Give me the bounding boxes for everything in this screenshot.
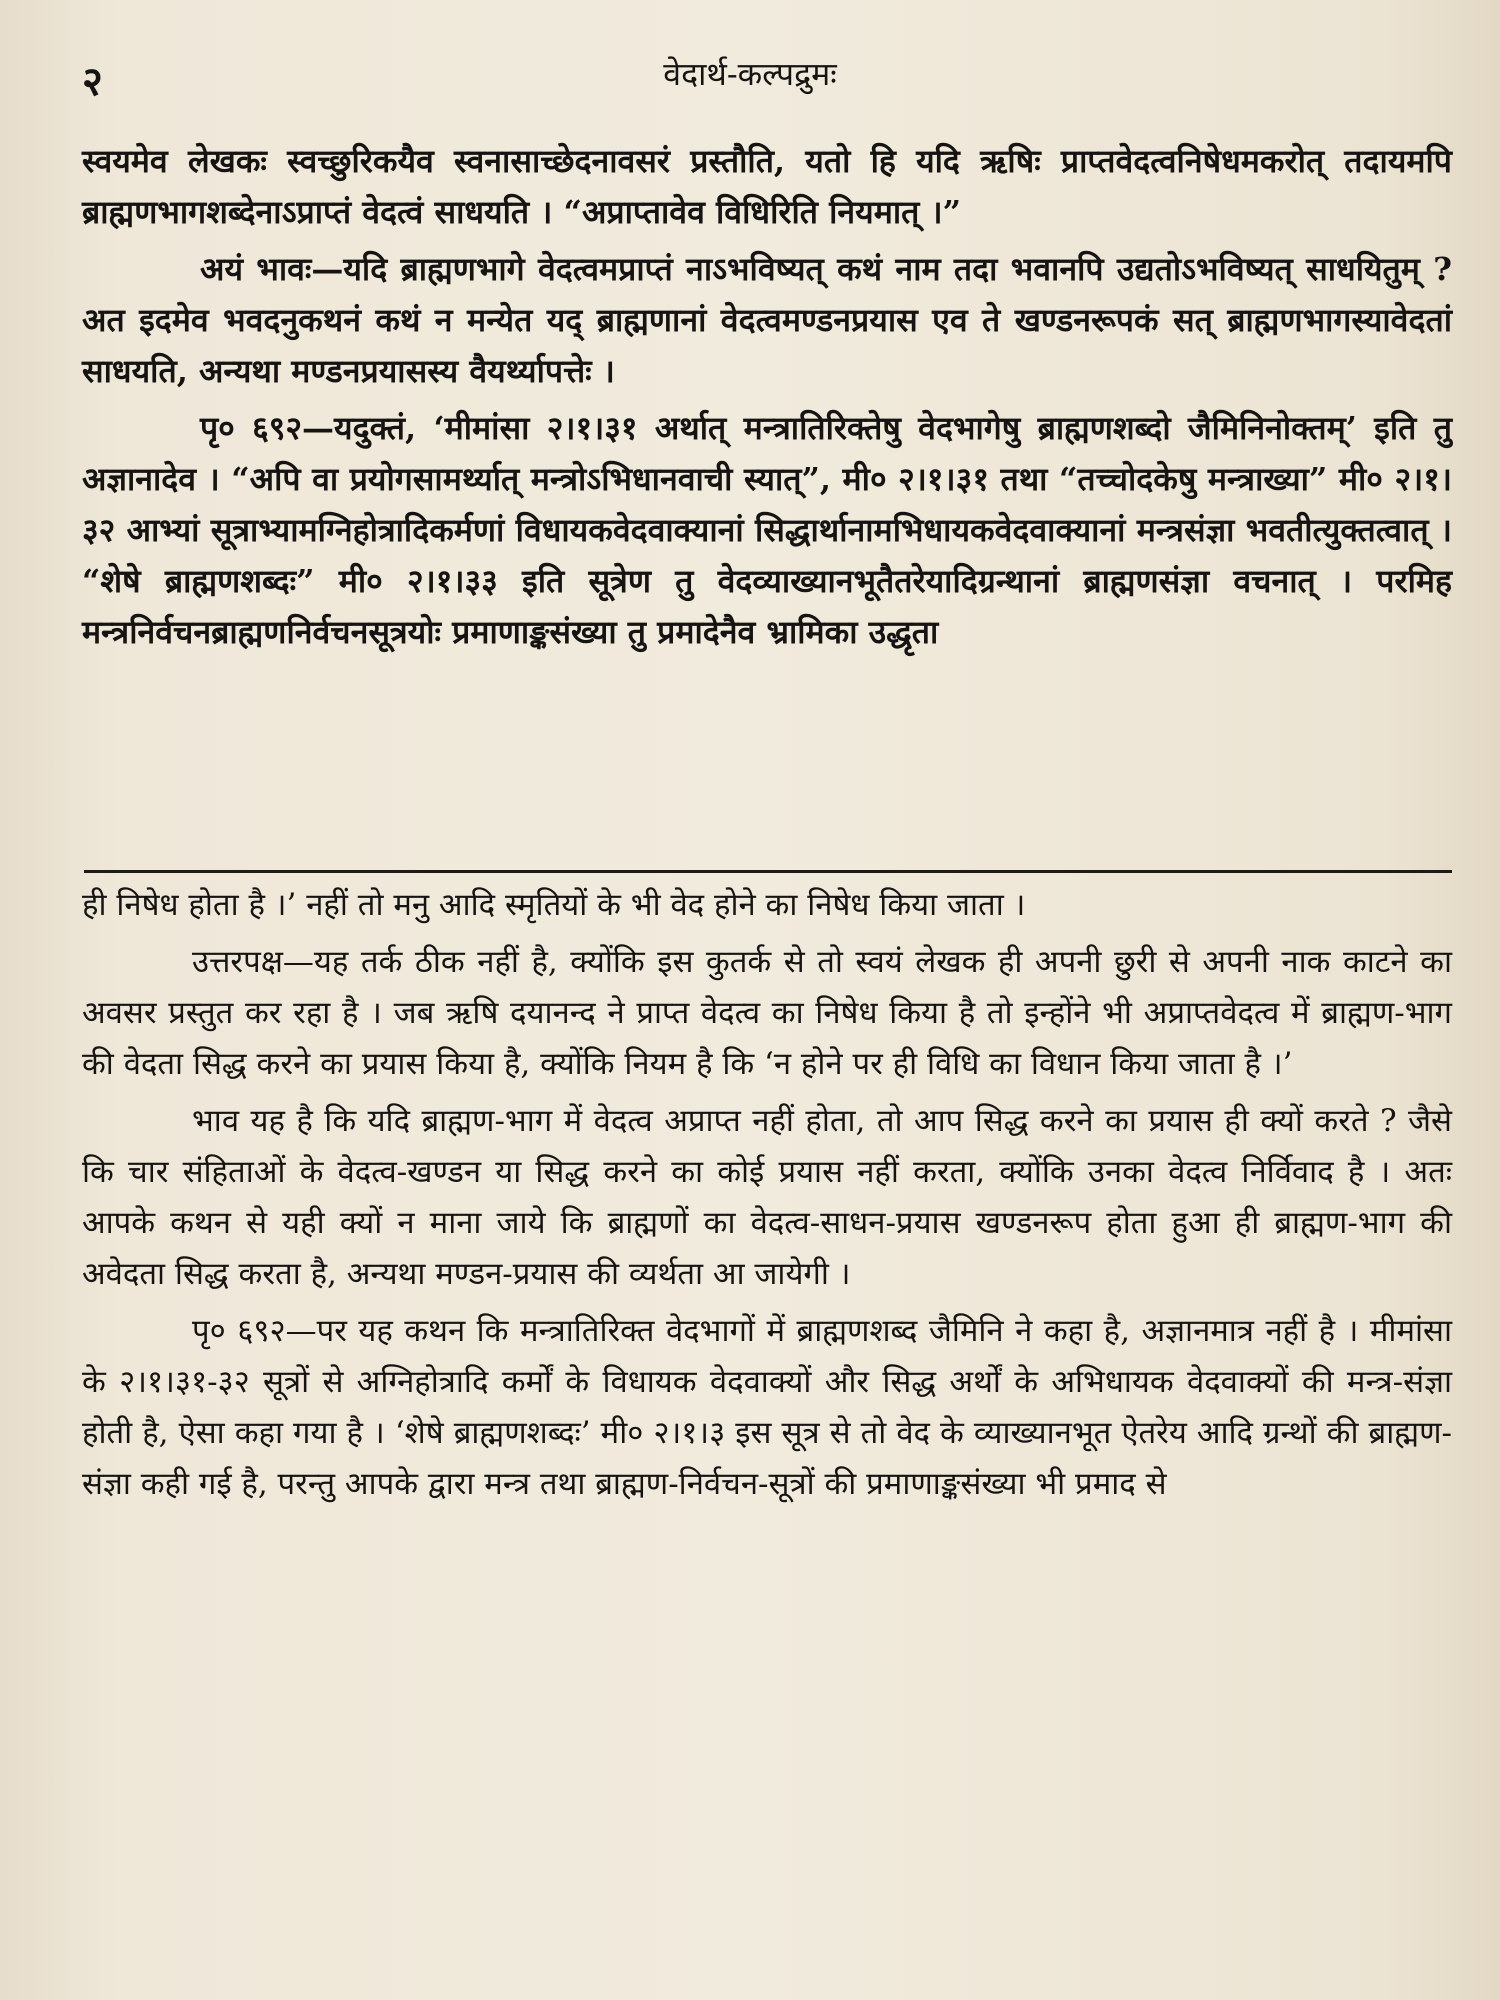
hindi-paragraph: उत्तरपक्ष—यह तर्क ठीक नहीं है, क्योंकि इस कुतर्क से तो स्वयं लेखक ही अपनी छुरी से अपनी नाक काटने का अवसर प्रस्तुत कर रहा है । जब ऋषि दयानन्द ने प्राप्त वेदत्व का निषेध किया है तो इन्होंने भी अप्राप्तवेदत्व में ब्राह्मण-भाग की वेदता सिद्ध करने का प्रयास किया है, क्योंकि नियम है कि ‘न होने पर ही विधि का विधान किया जाता है ।’	[82, 944, 1452, 1082]
sanskrit-paragraph: पृ० ६९२—यदुक्तं, ‘मीमांसा २।१।३१ अर्थात् मन्त्रातिरिक्तेषु वेदभागेषु ब्राह्मणशब्दो जैमिनिनोक्तम्’ इति तु अज्ञानादेव । “अपि वा प्रयोगसामर्थ्यात् मन्त्रोऽभिधानवाची स्यात्”, मी० २।१।३१ तथा “तच्चोदकेषु मन्त्राख्या” मी० २।१।३२ आभ्यां सूत्राभ्यामग्निहोत्रादिकर्मणां विधायकवेदवाक्यानां सिद्धार्थानामभिधायकवेदवाक्यानां मन्त्रसंज्ञा भवतीत्युक्तत्वात् । “शेषे ब्राह्मणशब्दः” मी० २।१।३३ इति सूत्रेण तु वेदव्याख्यानभूतैतरेयादिग्रन्थानां ब्राह्मणसंज्ञा वचनात् । परमिह मन्त्रनिर्वचनब्राह्मणनिर्वचनसूत्रयोः प्रमाणाङ्कसंख्या तु प्रमादेनैव भ्रामिका उद्धृता	[82, 409, 1452, 651]
sanskrit-text-block	[82, 136, 1452, 658]
page-number: २	[82, 58, 103, 105]
hindi-text-block	[82, 880, 1452, 1510]
sanskrit-paragraph: अयं भावः—यदि ब्राह्मणभागे वेदत्वमप्राप्तं नाऽभविष्यत् कथं नाम तदा भवानपि उद्यतोऽभविष्यत् साधयितुम् ? अत इदमेव भवदनुकथनं कथं न मन्येत यद् ब्राह्मणानां वेदत्वमण्डनप्रयास एव ते खण्डनरूपकं सत् ब्राह्मणभागस्यावेदतां साधयति, अन्यथा मण्डनप्रयासस्य वैयर्थ्यापत्तेः ।	[82, 250, 1452, 390]
hindi-paragraph: ही निषेध होता है ।’ नहीं तो मनु आदि स्मृतियों के भी वेद होने का निषेध किया जाता ।	[82, 887, 1026, 923]
sanskrit-paragraph: स्वयमेव लेखकः स्वच्छुरिकयैव स्वनासाच्छेदनावसरं प्रस्तौति, यतो हि यदि ऋषिः प्राप्तवेदत्वनिषेधमकरोत् तदायमपि ब्राह्मणभागशब्देनाऽप्राप्तं वेदत्वं साधयति । “अप्राप्तावेव विधिरिति नियमात् ।”	[82, 142, 1452, 231]
hindi-paragraph: भाव यह है कि यदि ब्राह्मण-भाग में वेदत्व अप्राप्त नहीं होता, तो आप सिद्ध करने का प्रयास ही क्यों करते ? जैसे कि चार संहिताओं के वेदत्व-खण्डन या सिद्ध करने का कोई प्रयास नहीं करता, क्योंकि उनका वेदत्व निर्विवाद है । अतः आपके कथन से यही क्यों न माना जाये कि ब्राह्मणों का वेदत्व-साधन-प्रयास खण्डनरूप होता हुआ ही ब्राह्मण-भाग की अवेदता सिद्ध करता है, अन्यथा मण्डन-प्रयास की व्यर्थता आ जायेगी ।	[82, 1103, 1452, 1292]
hindi-paragraph: पृ० ६९२—पर यह कथन कि मन्त्रातिरिक्त वेदभागों में ब्राह्मणशब्द जैमिनि ने कहा है, अज्ञानमात्र नहीं है । मीमांसा के २।१।३१-३२ सूत्रों से अग्निहोत्रादि कर्मों के विधायक वेदवाक्यों और सिद्ध अर्थों के अभिधायक वेदवाक्यों की मन्त्र-संज्ञा होती है, ऐसा कहा गया है । ‘शेषे ब्राह्मणशब्दः’ मी० २।१।३ इस सूत्र से तो वेद के व्याख्यानभूत ऐतरेय आदि ग्रन्थों की ब्राह्मण-संज्ञा कही गई है, परन्तु आपके द्वारा मन्त्र तथा ब्राह्मण-निर्वचन-सूत्रों की प्रमाणाङ्कसंख्या भी प्रमाद से	[82, 1313, 1452, 1502]
running-title: वेदार्थ-कल्पद्रुमः	[663, 55, 837, 93]
section-divider	[84, 870, 1452, 873]
page-header	[80, 44, 1420, 104]
